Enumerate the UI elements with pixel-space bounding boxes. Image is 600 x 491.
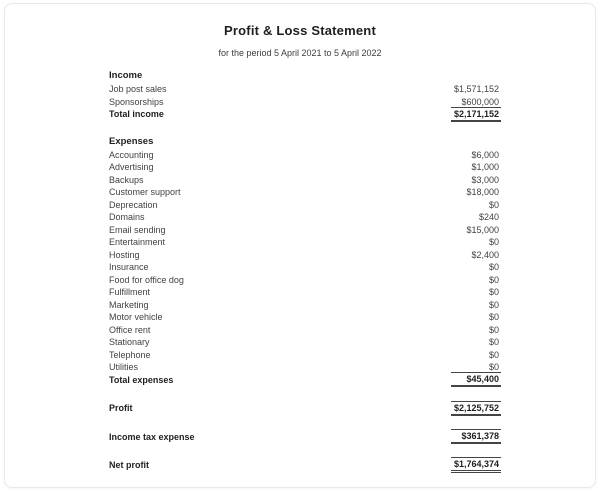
statement-row — [109, 186, 501, 199]
row-value: $0 — [488, 349, 499, 360]
row-value: $361,378 — [451, 429, 501, 444]
statement-row — [109, 211, 501, 224]
row-value: $0 — [488, 199, 499, 210]
statement-row — [109, 174, 501, 187]
row-label: Net profit — [109, 460, 149, 470]
statement-row — [109, 224, 501, 237]
row-value: $0 — [488, 237, 499, 248]
section-heading-expenses: Expenses — [109, 135, 154, 147]
statement-row — [109, 349, 501, 362]
statement-row — [109, 149, 501, 162]
statement-row — [109, 249, 501, 262]
total-income-row — [109, 108, 501, 121]
statement-row — [109, 286, 501, 299]
row-label: Insurance — [109, 262, 149, 273]
row-value: $0 — [488, 287, 499, 298]
profit-row — [109, 402, 501, 415]
statement-row — [109, 236, 501, 249]
row-label: Motor vehicle — [109, 312, 163, 323]
row-value: $3,000 — [471, 174, 499, 185]
row-label: Utilities — [109, 362, 139, 373]
row-label: Total income — [109, 109, 164, 120]
row-value: $0 — [488, 262, 499, 273]
row-label: Domains — [109, 212, 145, 223]
statement-row — [109, 299, 501, 312]
row-label: Telephone — [109, 349, 151, 360]
row-value: $15,000 — [466, 224, 499, 235]
row-value: $0 — [488, 337, 499, 348]
row-value: $45,400 — [451, 372, 501, 387]
row-value: $2,171,152 — [451, 107, 501, 122]
row-value: $18,000 — [466, 187, 499, 198]
total-expenses-row — [109, 374, 501, 387]
row-label: Marketing — [109, 299, 149, 310]
row-value: $6,000 — [471, 149, 499, 160]
net-profit-row — [109, 459, 501, 472]
row-label: Stationary — [109, 337, 150, 348]
row-label: Food for office dog — [109, 274, 184, 285]
statement-row — [109, 324, 501, 337]
row-value: $2,400 — [471, 249, 499, 260]
row-label: Hosting — [109, 249, 140, 260]
statement-row — [109, 261, 501, 274]
row-label: Job post sales — [109, 84, 167, 95]
row-label: Email sending — [109, 224, 166, 235]
income-tax-expense-row — [109, 430, 501, 443]
row-value: $1,000 — [471, 162, 499, 173]
row-value: $0 — [488, 274, 499, 285]
row-value: $0 — [488, 299, 499, 310]
row-value: $0 — [488, 362, 499, 373]
statement-row — [109, 311, 501, 324]
row-label: Income tax expense — [109, 431, 195, 442]
row-label: Office rent — [109, 324, 151, 335]
row-label: Sponsorships — [109, 96, 164, 107]
profit-loss-statement — [109, 69, 501, 472]
statement-row — [109, 96, 501, 109]
row-value: $600,000 — [461, 96, 499, 107]
row-value: $1,764,374 — [451, 457, 501, 473]
row-label: Deprecation — [109, 199, 158, 210]
statement-row — [109, 274, 501, 287]
row-label: Profit — [109, 403, 133, 413]
row-label: Backups — [109, 174, 144, 185]
statement-row — [109, 361, 501, 374]
page-title: Profit & Loss Statement — [224, 23, 376, 38]
statement-row — [109, 161, 501, 174]
row-value: $0 — [488, 312, 499, 323]
section-gap — [109, 121, 501, 135]
statement-row — [109, 83, 501, 96]
row-value: $1,571,152 — [453, 84, 499, 95]
statement-card — [4, 3, 596, 488]
page-subtitle: for the period 5 April 2021 to 5 April 2022 — [218, 48, 382, 58]
row-label: Accounting — [109, 149, 154, 160]
row-label: Total expenses — [109, 374, 174, 385]
statement-row — [109, 199, 501, 212]
row-value: $2,125,752 — [451, 401, 501, 416]
row-label: Advertising — [109, 162, 154, 173]
row-label: Entertainment — [109, 237, 166, 248]
row-label: Fulfillment — [109, 287, 151, 298]
row-value: $0 — [488, 324, 499, 335]
row-label: Customer support — [109, 187, 181, 198]
row-value: $240 — [478, 212, 499, 223]
statement-row — [109, 336, 501, 349]
section-heading-income: Income — [109, 70, 143, 81]
